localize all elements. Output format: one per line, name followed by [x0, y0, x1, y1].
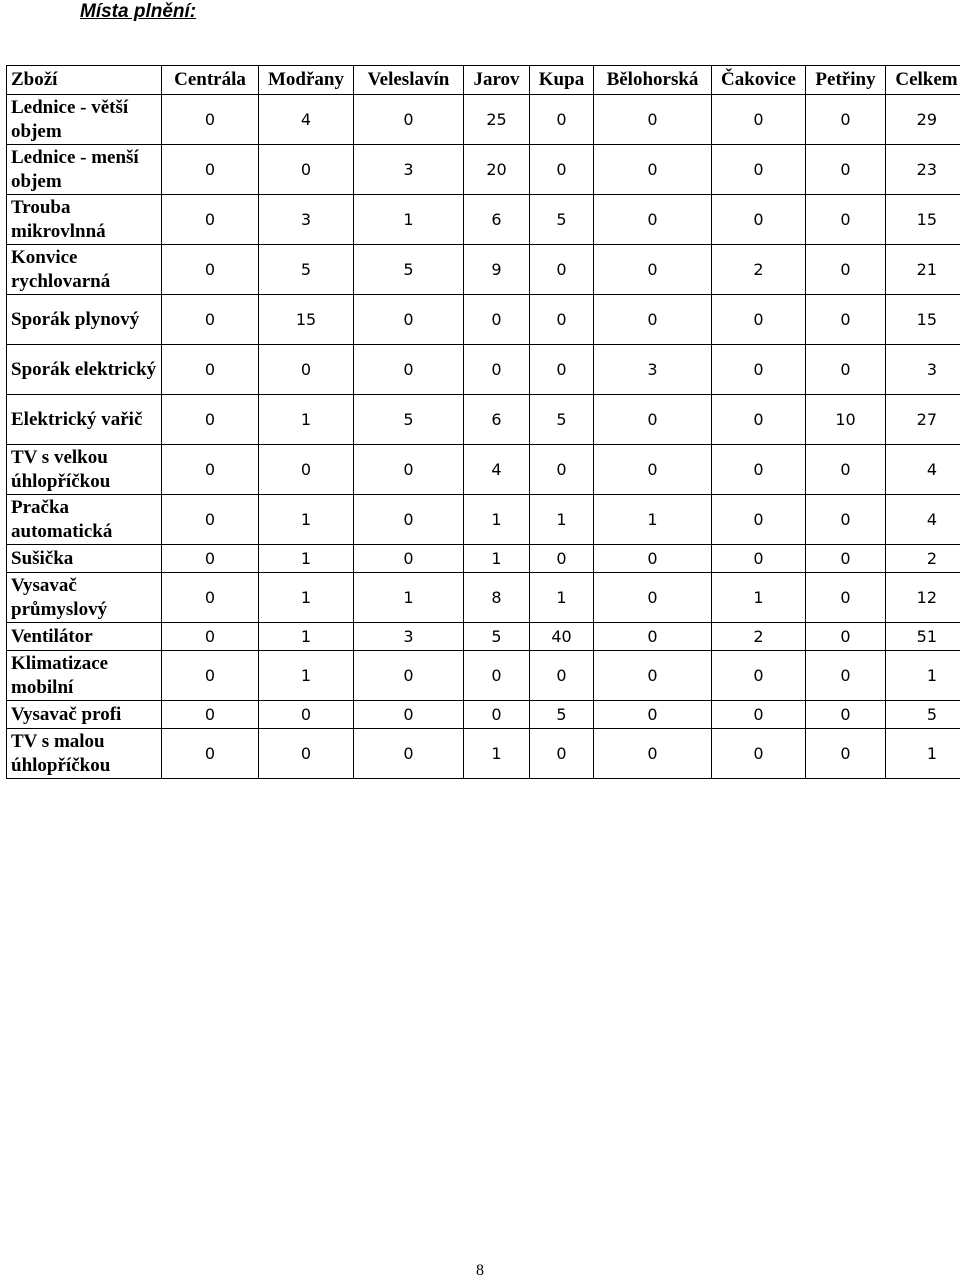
table-row: [7, 95, 960, 145]
quantity-cell: 0: [712, 729, 806, 779]
quantity-cell: 0: [464, 295, 530, 345]
item-name-cell: Pračka automatická: [7, 495, 162, 545]
quantity-cell: 0: [162, 245, 259, 295]
quantity-cell: 4: [464, 445, 530, 495]
quantity-cell: 1: [712, 573, 806, 623]
quantity-cell: 0: [712, 545, 806, 573]
quantity-cell: 0: [354, 701, 464, 729]
quantity-cell: 0: [162, 729, 259, 779]
quantity-cell: 1: [464, 495, 530, 545]
item-name-cell: Lednice - větší objem: [7, 95, 162, 145]
quantity-cell: 0: [162, 545, 259, 573]
quantity-cell: 1: [530, 495, 594, 545]
table-row: [7, 573, 960, 623]
quantity-cell: 1: [259, 573, 354, 623]
quantity-cell: 0: [162, 95, 259, 145]
quantity-cell: 0: [162, 573, 259, 623]
quantity-cell: 0: [594, 95, 712, 145]
quantity-cell: 0: [530, 651, 594, 701]
column-header: Veleslavín: [354, 66, 464, 95]
total-cell: 12: [886, 573, 960, 623]
quantity-cell: 0: [354, 95, 464, 145]
quantity-cell: 0: [162, 623, 259, 651]
quantity-cell: 0: [594, 701, 712, 729]
quantity-cell: 8: [464, 573, 530, 623]
table-row: [7, 295, 960, 345]
quantity-cell: 0: [806, 495, 886, 545]
section-heading: Místa plnění:: [80, 1, 197, 22]
quantity-cell: 0: [464, 651, 530, 701]
quantity-cell: 0: [530, 445, 594, 495]
quantity-cell: 1: [464, 545, 530, 573]
column-header: Petřiny: [806, 66, 886, 95]
quantity-cell: 3: [354, 145, 464, 195]
quantity-cell: 4: [259, 95, 354, 145]
quantity-cell: 1: [259, 623, 354, 651]
item-name-cell: Lednice - menší objem: [7, 145, 162, 195]
column-header: Jarov: [464, 66, 530, 95]
item-name-cell: Elektrický vařič: [7, 395, 162, 445]
quantity-cell: 0: [162, 495, 259, 545]
total-cell: 27: [886, 395, 960, 445]
table-row: [7, 145, 960, 195]
quantity-cell: 0: [530, 729, 594, 779]
quantity-cell: 0: [806, 623, 886, 651]
total-cell: 23: [886, 145, 960, 195]
total-cell: 1: [886, 651, 960, 701]
total-cell: 4: [886, 495, 960, 545]
quantity-cell: 6: [464, 195, 530, 245]
column-header: Zboží: [7, 66, 162, 95]
quantity-cell: 0: [594, 623, 712, 651]
quantity-cell: 5: [259, 245, 354, 295]
quantity-cell: 3: [594, 345, 712, 395]
quantity-cell: 0: [162, 145, 259, 195]
quantity-cell: 0: [464, 701, 530, 729]
quantity-cell: 15: [259, 295, 354, 345]
table-row: [7, 345, 960, 395]
quantity-cell: 5: [464, 623, 530, 651]
quantity-cell: 5: [530, 195, 594, 245]
item-name-cell: TV s velkou úhlopříčkou: [7, 445, 162, 495]
quantity-cell: 0: [594, 245, 712, 295]
total-cell: 15: [886, 295, 960, 345]
quantity-cell: 0: [712, 345, 806, 395]
item-name-cell: TV s malou úhlopříčkou: [7, 729, 162, 779]
quantity-cell: 5: [354, 245, 464, 295]
quantity-cell: 0: [594, 145, 712, 195]
quantity-cell: 0: [530, 345, 594, 395]
quantity-cell: 0: [806, 145, 886, 195]
item-name-cell: Sporák plynový: [7, 295, 162, 345]
quantity-cell: 1: [530, 573, 594, 623]
quantity-cell: 1: [259, 495, 354, 545]
quantity-cell: 0: [806, 345, 886, 395]
total-cell: 51: [886, 623, 960, 651]
quantity-cell: 0: [712, 651, 806, 701]
quantity-cell: 1: [259, 651, 354, 701]
quantity-cell: 0: [712, 295, 806, 345]
table-row: [7, 395, 960, 445]
column-header: Kupa: [530, 66, 594, 95]
quantity-cell: 0: [806, 245, 886, 295]
quantity-cell: 9: [464, 245, 530, 295]
quantity-cell: 5: [354, 395, 464, 445]
item-name-cell: Klimatizace mobilní: [7, 651, 162, 701]
quantity-cell: 0: [530, 245, 594, 295]
quantity-cell: 3: [259, 195, 354, 245]
table-header-row: [7, 66, 960, 95]
quantity-cell: 0: [806, 295, 886, 345]
quantity-cell: 0: [162, 395, 259, 445]
quantity-cell: 2: [712, 623, 806, 651]
quantity-cell: 1: [354, 573, 464, 623]
item-name-cell: Sušička: [7, 545, 162, 573]
quantity-cell: 0: [594, 573, 712, 623]
item-name-cell: Vysavač profi: [7, 701, 162, 729]
quantity-cell: 0: [806, 445, 886, 495]
quantity-cell: 0: [806, 195, 886, 245]
quantity-cell: 0: [259, 345, 354, 395]
total-cell: 4: [886, 445, 960, 495]
quantity-cell: 0: [354, 495, 464, 545]
table-row: [7, 729, 960, 779]
quantity-cell: 0: [259, 145, 354, 195]
total-cell: 15: [886, 195, 960, 245]
table-row: [7, 623, 960, 651]
quantity-cell: 0: [594, 395, 712, 445]
quantity-cell: 0: [530, 545, 594, 573]
quantity-cell: 0: [806, 545, 886, 573]
table-row: [7, 495, 960, 545]
quantity-cell: 0: [530, 145, 594, 195]
quantity-cell: 0: [712, 445, 806, 495]
quantity-cell: 0: [806, 573, 886, 623]
quantity-cell: 0: [162, 651, 259, 701]
quantity-cell: 0: [162, 345, 259, 395]
quantity-cell: 0: [259, 729, 354, 779]
quantity-cell: 1: [259, 545, 354, 573]
quantity-cell: 0: [712, 195, 806, 245]
quantity-cell: 0: [354, 729, 464, 779]
item-name-cell: Vysavač průmyslový: [7, 573, 162, 623]
quantity-cell: 0: [806, 701, 886, 729]
table-body: [7, 95, 960, 779]
quantity-cell: 0: [530, 295, 594, 345]
quantity-cell: 0: [712, 701, 806, 729]
total-cell: 21: [886, 245, 960, 295]
column-header: Centrála: [162, 66, 259, 95]
quantity-cell: 10: [806, 395, 886, 445]
quantity-cell: 0: [464, 345, 530, 395]
table-row: [7, 245, 960, 295]
total-cell: 2: [886, 545, 960, 573]
column-header: Modřany: [259, 66, 354, 95]
quantity-cell: 0: [712, 145, 806, 195]
quantity-cell: 0: [259, 445, 354, 495]
quantity-cell: 0: [259, 701, 354, 729]
quantity-cell: 0: [530, 95, 594, 145]
column-header: Čakovice: [712, 66, 806, 95]
table-row: [7, 701, 960, 729]
item-name-cell: Trouba mikrovlnná: [7, 195, 162, 245]
quantity-cell: 0: [354, 295, 464, 345]
item-name-cell: Sporák elektrický: [7, 345, 162, 395]
quantity-cell: 0: [162, 445, 259, 495]
table-row: [7, 651, 960, 701]
table-row: [7, 445, 960, 495]
quantity-cell: 0: [712, 395, 806, 445]
quantity-cell: 0: [162, 295, 259, 345]
quantity-cell: 1: [464, 729, 530, 779]
quantity-cell: 0: [806, 729, 886, 779]
total-cell: 5: [886, 701, 960, 729]
column-header: Bělohorská: [594, 66, 712, 95]
total-cell: 1: [886, 729, 960, 779]
total-cell: 29: [886, 95, 960, 145]
quantity-cell: 1: [354, 195, 464, 245]
total-cell: 3: [886, 345, 960, 395]
table-row: [7, 195, 960, 245]
quantity-cell: 5: [530, 701, 594, 729]
quantity-cell: 0: [354, 651, 464, 701]
quantity-cell: 1: [259, 395, 354, 445]
quantity-cell: 2: [712, 245, 806, 295]
item-name-cell: Ventilátor: [7, 623, 162, 651]
quantity-cell: 0: [594, 445, 712, 495]
quantity-cell: 3: [354, 623, 464, 651]
quantity-cell: 6: [464, 395, 530, 445]
table-row: [7, 545, 960, 573]
quantity-cell: 0: [354, 345, 464, 395]
column-header: Celkem: [886, 66, 960, 95]
quantity-cell: 0: [594, 195, 712, 245]
quantity-cell: 0: [806, 651, 886, 701]
goods-table: [6, 65, 960, 779]
quantity-cell: 20: [464, 145, 530, 195]
item-name-cell: Konvice rychlovarná: [7, 245, 162, 295]
quantity-cell: 5: [530, 395, 594, 445]
quantity-cell: 0: [594, 729, 712, 779]
quantity-cell: 0: [354, 545, 464, 573]
quantity-cell: 0: [354, 445, 464, 495]
quantity-cell: 40: [530, 623, 594, 651]
quantity-cell: 0: [162, 195, 259, 245]
quantity-cell: 0: [712, 95, 806, 145]
quantity-cell: 0: [594, 545, 712, 573]
quantity-cell: 0: [712, 495, 806, 545]
quantity-cell: 1: [594, 495, 712, 545]
quantity-cell: 25: [464, 95, 530, 145]
quantity-cell: 0: [806, 95, 886, 145]
quantity-cell: 0: [162, 701, 259, 729]
quantity-cell: 0: [594, 295, 712, 345]
quantity-cell: 0: [594, 651, 712, 701]
page-number: 8: [476, 1262, 484, 1279]
